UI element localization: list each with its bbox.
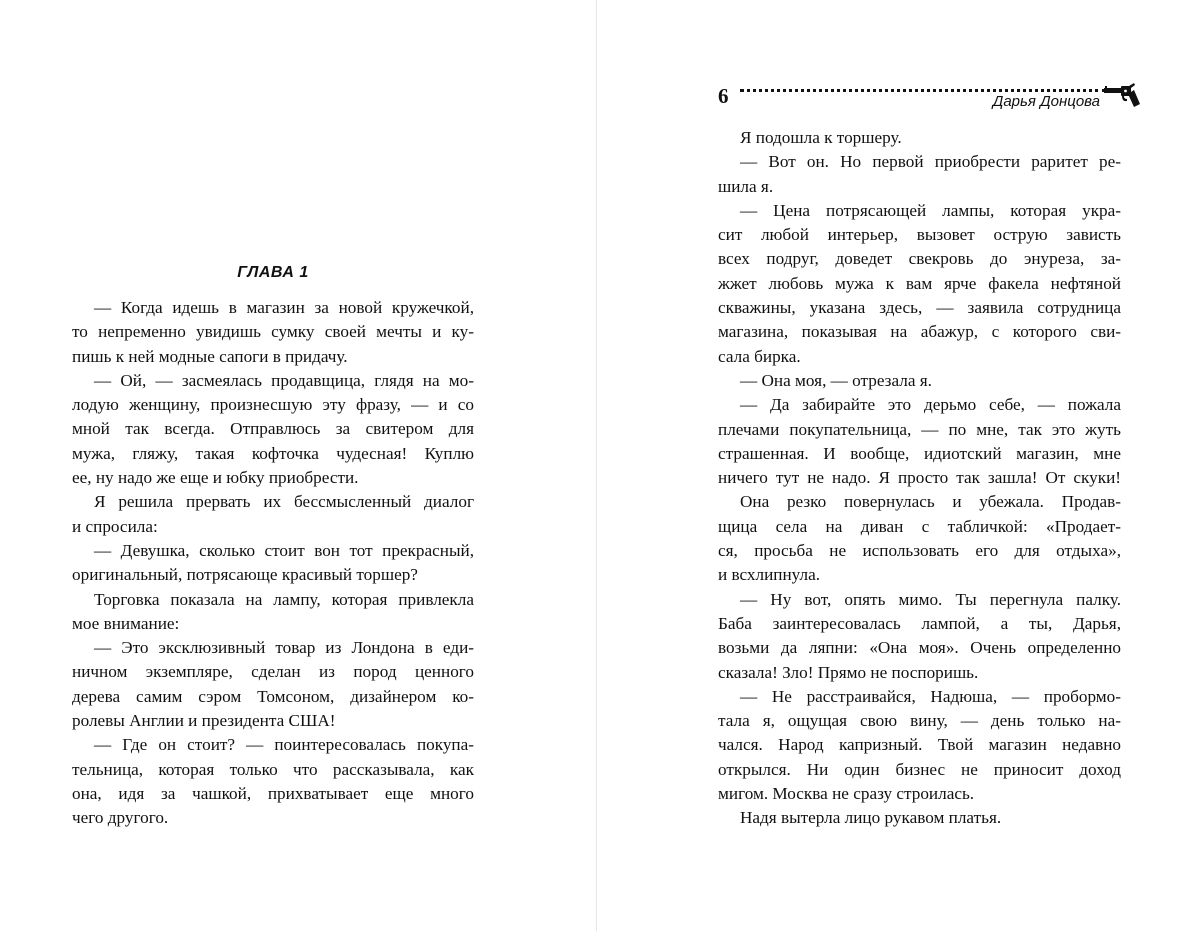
- text-line: ролевы Англии и президента США!: [72, 711, 336, 731]
- text-line: всех подруг, доведет свекровь до энуреза, за-: [718, 249, 1121, 269]
- text-line: мной так всегда. Отправлюсь за свитером для: [72, 419, 474, 439]
- text-line: шила я.: [718, 176, 774, 196]
- text-line: мое внимание:: [72, 613, 180, 633]
- text-line: и спросила:: [72, 516, 158, 536]
- chapter-title: ГЛАВА 1: [237, 264, 309, 281]
- text-line: магазина, показывая на абажур, с которого сви-: [718, 322, 1121, 342]
- text-line: ничего тут не надо. Я просто так зашла! От скуки!: [718, 468, 1121, 488]
- text-line: — Да забирайте это дерьмо себе, — пожала: [740, 395, 1121, 415]
- text-line: — Ой, — засмеялась продавщица, глядя на мо-: [94, 370, 474, 390]
- text-line: лодую женщину, произнесшую эту фразу, — и со: [72, 395, 474, 415]
- text-line: сала бирка.: [718, 346, 801, 366]
- text-line: Торговка показала на лампу, которая привлекла: [94, 589, 474, 609]
- text-line: Я подошла к торшеру.: [740, 128, 902, 147]
- text-line: оригинальный, потрясающе красивый торшер?: [72, 565, 418, 585]
- text-line: — Цена потрясающей лампы, которая укра-: [740, 200, 1121, 220]
- text-line: Баба заинтересовалась лампой, а ты, Дарья,: [718, 613, 1121, 633]
- text-line: дерева самим сэром Томсоном, дизайнером ко-: [72, 686, 474, 706]
- text-line: — Где он стоит? — поинтересовалась покупа-: [94, 735, 474, 755]
- text-line: Я решила прервать их бессмысленный диалог: [94, 492, 474, 512]
- text-line: тала я, ощущая свою вину, — день только на-: [718, 711, 1121, 731]
- text-line: сит любой интерьер, вызовет острую зависть: [718, 225, 1121, 245]
- text-line: жжет любовь мужа к вам ярче факела нефтяной: [718, 273, 1121, 293]
- text-line: пишь к ней модные сапоги в придачу.: [72, 346, 348, 366]
- text-line: Она резко повернулась и убежала. Продав-: [740, 492, 1121, 512]
- author-name: Дарья Донцова: [992, 93, 1100, 110]
- text-line: скважины, указана здесь, — заявила сотрудница: [718, 298, 1121, 318]
- text-line: — Это эксклюзивный товар из Лондона в еди-: [94, 638, 474, 658]
- text-line: ничном экземпляре, сделан из пород ценного: [72, 662, 474, 682]
- header-dotted-rule: [740, 89, 1106, 92]
- text-line: ее, ну надо же еще и юбку приобрести.: [72, 468, 359, 488]
- right-page-text: [718, 126, 1121, 831]
- text-line: и всхлипнула.: [718, 565, 821, 585]
- left-page-text: [72, 296, 474, 831]
- left-page: [0, 0, 596, 931]
- text-line: возьми да ляпни: «Она моя». Очень определенно: [718, 638, 1121, 658]
- text-line: чался. Народ капризный. Твой магазин недавно: [718, 735, 1121, 755]
- text-line: открылся. Ни один бизнес не приносит доход: [718, 759, 1121, 779]
- text-line: плечами покупательница, — по мне, так это жуть: [718, 419, 1121, 439]
- text-line: мигом. Москва не сразу строилась.: [718, 784, 975, 804]
- text-line: — Девушка, сколько стоит вон тот прекрасный,: [94, 540, 474, 560]
- text-line: ся, просьба не использовать его для отдыха»,: [718, 541, 1121, 561]
- text-line: — Когда идешь в магазин за новой кружечкой,: [94, 298, 474, 317]
- text-line: мужа, гляжу, такая кофточка чудесная! Куплю: [72, 443, 474, 463]
- running-head: [718, 82, 1141, 112]
- text-line: она, идя за чашкой, прихватывает еще много: [72, 783, 474, 803]
- text-line: сказала! Зло! Прямо не поспоришь.: [718, 662, 979, 682]
- text-line: страшенная. И вообще, идиотский магазин, мне: [718, 443, 1121, 463]
- right-page: [597, 0, 1193, 931]
- text-line: чего другого.: [72, 808, 169, 828]
- text-line: щица села на диван с табличкой: «Продает-: [718, 516, 1121, 536]
- page-number: 6: [718, 84, 729, 108]
- text-line: то непременно увидишь сумку своей мечты и ку-: [72, 322, 474, 342]
- text-line: — Вот он. Но первой приобрести раритет ре-: [740, 152, 1121, 172]
- text-line: — Ну вот, опять мимо. Ты перегнула палку.: [740, 589, 1121, 609]
- revolver-icon: [1103, 82, 1141, 108]
- text-line: — Не расстраивайся, Надюша, — пробормо-: [740, 686, 1121, 706]
- text-line: Надя вытерла лицо рукавом платья.: [740, 808, 1002, 828]
- text-line: — Она моя, — отрезала я.: [740, 370, 932, 390]
- text-line: тельница, которая только что рассказывала, как: [72, 759, 474, 779]
